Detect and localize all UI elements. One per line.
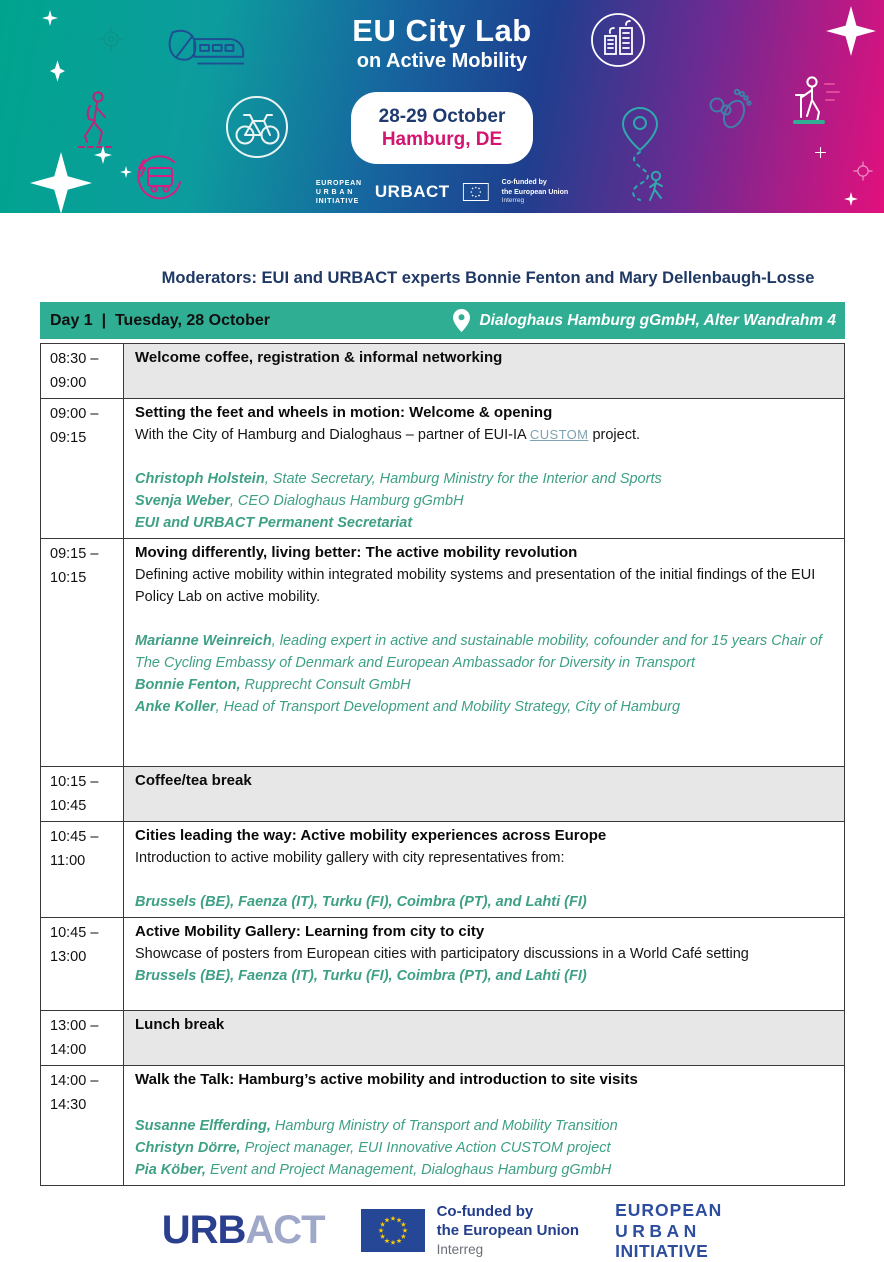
schedule-row — [41, 399, 844, 539]
time-cell — [41, 918, 124, 1010]
time-start: 10:45 – — [50, 829, 99, 845]
urbact-logo-part: URB — [161, 1208, 246, 1253]
time-end: 10:15 — [50, 570, 87, 586]
session-title: Active Mobility Gallery: Learning from city to city — [135, 923, 485, 940]
session-title: Walk the Talk: Hamburg’s active mobility and introduction to site visits — [135, 1071, 638, 1088]
time-cell — [41, 1066, 124, 1185]
schedule-row — [41, 1066, 844, 1185]
speaker-role: , leading expert in active and sustainable mobility, cofounder and for 15 years Chair of The Cycling Embassy of Denmark and European Ambassador for Diversity in Transport — [135, 633, 822, 671]
schedule-row — [41, 539, 844, 767]
schedule-row — [41, 344, 844, 399]
speaker-role: Event and Project Management, Dialoghaus Hamburg gGmbH — [205, 1162, 612, 1178]
custom-project-link[interactable]: CUSTOM — [529, 427, 589, 442]
time-end: 10:45 — [50, 798, 87, 814]
speaker-list — [135, 468, 834, 534]
session-cell — [124, 918, 844, 1010]
speaker-name: Bonnie Fenton, — [135, 677, 241, 693]
day-header — [40, 302, 845, 339]
eu-cofunded-logo — [361, 1203, 580, 1258]
speaker-line — [135, 1137, 834, 1159]
schedule-row — [41, 1011, 844, 1066]
description-text: project. — [588, 427, 641, 443]
time-start: 08:30 – — [50, 351, 99, 367]
footer-logos — [0, 1200, 884, 1262]
session-description — [135, 424, 834, 446]
interreg-label: Interreg — [501, 197, 525, 205]
schedule-row — [41, 767, 844, 822]
electric-bus-icon — [134, 154, 184, 206]
crosshair-icon — [96, 24, 126, 54]
session-cell — [124, 539, 844, 766]
speaker-role: , CEO Dialoghaus Hamburg gGmbH — [229, 493, 464, 509]
speaker-role: , State Secretary, Hamburg Ministry for the Interior and Sports — [264, 471, 662, 487]
time-end: 14:30 — [50, 1097, 87, 1113]
sparkle-icon — [844, 192, 858, 206]
speaker-line — [135, 512, 834, 534]
speaker-name: EUI and URBACT Permanent Secretariat — [135, 515, 413, 531]
session-cell — [124, 399, 844, 538]
venue-text: Dialoghaus Hamburg gGmbH, Alter Wandrahm 4 — [479, 311, 836, 329]
speaker-name: Svenja Weber — [135, 493, 230, 509]
kick-scooter-icon — [781, 74, 843, 136]
speaker-line — [135, 1115, 834, 1137]
session-description: Introduction to active mobility gallery with city representatives from: — [135, 850, 565, 866]
event-subtitle: on Active Mobility — [356, 50, 528, 72]
banner-titles — [352, 13, 531, 73]
event-dates: 28-29 October — [378, 105, 506, 127]
time-start: 10:45 – — [50, 925, 99, 941]
participating-cities: Brussels (BE), Faenza (IT), Turku (FI), Coimbra (PT), and Lahti (FI) — [135, 968, 587, 984]
event-title: EU City Lab — [352, 13, 532, 48]
speaker-line — [135, 490, 834, 512]
day-label: Day 1 | Tuesday, 28 October — [50, 311, 270, 329]
speaker-name: Marianne Weinreich — [135, 633, 272, 649]
session-cell — [124, 822, 844, 917]
speaker-role: Project manager, EUI Innovative Action CUSTOM project — [240, 1140, 611, 1156]
schedule-rows — [40, 343, 845, 1186]
route-pin-icon — [610, 106, 682, 210]
time-start: 09:15 – — [50, 546, 99, 562]
event-city: Hamburg, DE — [381, 128, 503, 150]
time-cell — [41, 767, 124, 821]
eui-logo-line: EUROPEAN — [615, 1200, 723, 1220]
time-start: 09:00 – — [50, 406, 99, 422]
cofunded-line: Co-funded by — [436, 1203, 534, 1221]
description-text: With the City of Hamburg and Dialoghaus – partner of EUI-IA — [135, 427, 530, 443]
leaf-train-icon — [162, 20, 250, 70]
cofunded-line: the European Union — [501, 188, 569, 196]
bicycle-icon — [224, 94, 290, 160]
eu-flag-icon — [361, 1209, 425, 1252]
speaker-line — [135, 468, 834, 490]
participating-cities: Brussels (BE), Faenza (IT), Turku (FI), Coimbra (PT), and Lahti (FI) — [135, 894, 587, 910]
speaker-name: Anke Koller — [135, 699, 216, 715]
eui-logo-line: INITIATIVE — [615, 1241, 709, 1262]
event-date-box — [351, 92, 533, 164]
co2-footprint-icon — [704, 78, 754, 134]
schedule-row — [41, 918, 844, 1011]
time-cell — [41, 539, 124, 766]
time-end: 09:15 — [50, 430, 87, 446]
speaker-role: , Head of Transport Development and Mobility Strategy, City of Hamburg — [215, 699, 681, 715]
session-cell — [124, 767, 844, 821]
urbact-logo — [162, 1208, 325, 1253]
venue — [453, 309, 836, 332]
eu-cofunded-text — [437, 1203, 580, 1258]
time-end: 14:00 — [50, 1042, 87, 1058]
eui-logo — [615, 1200, 722, 1262]
location-pin-icon — [453, 309, 470, 332]
schedule-row — [41, 822, 844, 918]
speaker-name: Christyn Dörre, — [135, 1140, 241, 1156]
schedule-table — [40, 302, 845, 1186]
time-start: 14:00 – — [50, 1073, 99, 1089]
crosshair-icon — [852, 160, 874, 182]
time-start: 10:15 – — [50, 774, 99, 790]
sparkle-icon — [94, 146, 112, 164]
session-title: Welcome coffee, registration & informal networking — [135, 349, 503, 366]
time-end: 11:00 — [50, 853, 86, 869]
sparkle-icon — [42, 10, 58, 26]
time-cell — [41, 1011, 124, 1065]
speaker-line — [135, 696, 834, 718]
time-cell — [41, 344, 124, 398]
urbact-logo-small: URBACT — [374, 182, 450, 202]
speaker-name: Susanne Elfferding, — [135, 1118, 271, 1134]
sparkle-icon — [50, 60, 65, 82]
time-end: 09:00 — [50, 375, 87, 391]
session-description: Showcase of posters from European cities with participatory discussions in a World Café setting — [135, 946, 749, 962]
eu-cofunded-small — [502, 178, 569, 206]
eu-flag-small-icon — [463, 183, 489, 201]
speaker-name: Christoph Holstein — [135, 471, 265, 487]
sparkle-icon — [826, 6, 876, 56]
sparkle-icon — [30, 152, 92, 213]
session-title: Cities leading the way: Active mobility experiences across Europe — [135, 827, 607, 844]
speaker-role: Hamburg Ministry of Transport and Mobility Transition — [270, 1118, 618, 1134]
session-title: Setting the feet and wheels in motion: Welcome & opening — [135, 404, 553, 421]
session-title: Moving differently, living better: The active mobility revolution — [135, 544, 578, 561]
cofunded-line: Co-funded by — [501, 179, 547, 187]
time-cell — [41, 822, 124, 917]
speaker-role: Rupprecht Consult GmbH — [240, 677, 411, 693]
time-end: 13:00 — [50, 949, 87, 965]
speaker-list — [135, 1115, 834, 1181]
eui-logo-line: URBAN — [615, 1220, 701, 1241]
time-cell — [41, 399, 124, 538]
eui-logo-line: EUROPEAN — [315, 179, 362, 187]
eui-logo-small — [316, 179, 362, 206]
speaker-list — [135, 630, 834, 718]
cofunded-line: the European Union — [436, 1222, 580, 1240]
session-cell — [124, 344, 844, 398]
eui-logo-line: URBAN — [315, 188, 356, 196]
urbact-logo-part: ACT — [245, 1208, 325, 1253]
eui-logo-line: INITIATIVE — [315, 197, 360, 205]
speaker-line — [135, 1159, 834, 1181]
speaker-line — [135, 630, 834, 674]
walking-person-icon — [76, 90, 116, 150]
interreg-label: Interreg — [436, 1241, 484, 1257]
moderators-line: Moderators: EUI and URBACT experts Bonnie Fenton and Mary Dellenbaugh-Losse — [161, 269, 815, 287]
speaker-name: Pia Köber, — [135, 1162, 206, 1178]
speaker-line — [135, 674, 834, 696]
session-cell — [124, 1066, 844, 1185]
banner-logos — [316, 178, 568, 206]
time-start: 13:00 – — [50, 1018, 99, 1034]
event-banner — [0, 0, 884, 213]
sparkle-icon — [814, 146, 827, 159]
session-title: Lunch break — [135, 1016, 225, 1033]
session-description: Defining active mobility within integrated mobility systems and presentation of the initial findings of the EUI Policy Lab on active mobility. — [135, 567, 816, 605]
city-buildings-icon — [590, 12, 646, 68]
session-cell — [124, 1011, 844, 1065]
session-title: Coffee/tea break — [135, 772, 252, 789]
sparkle-icon — [120, 166, 132, 178]
